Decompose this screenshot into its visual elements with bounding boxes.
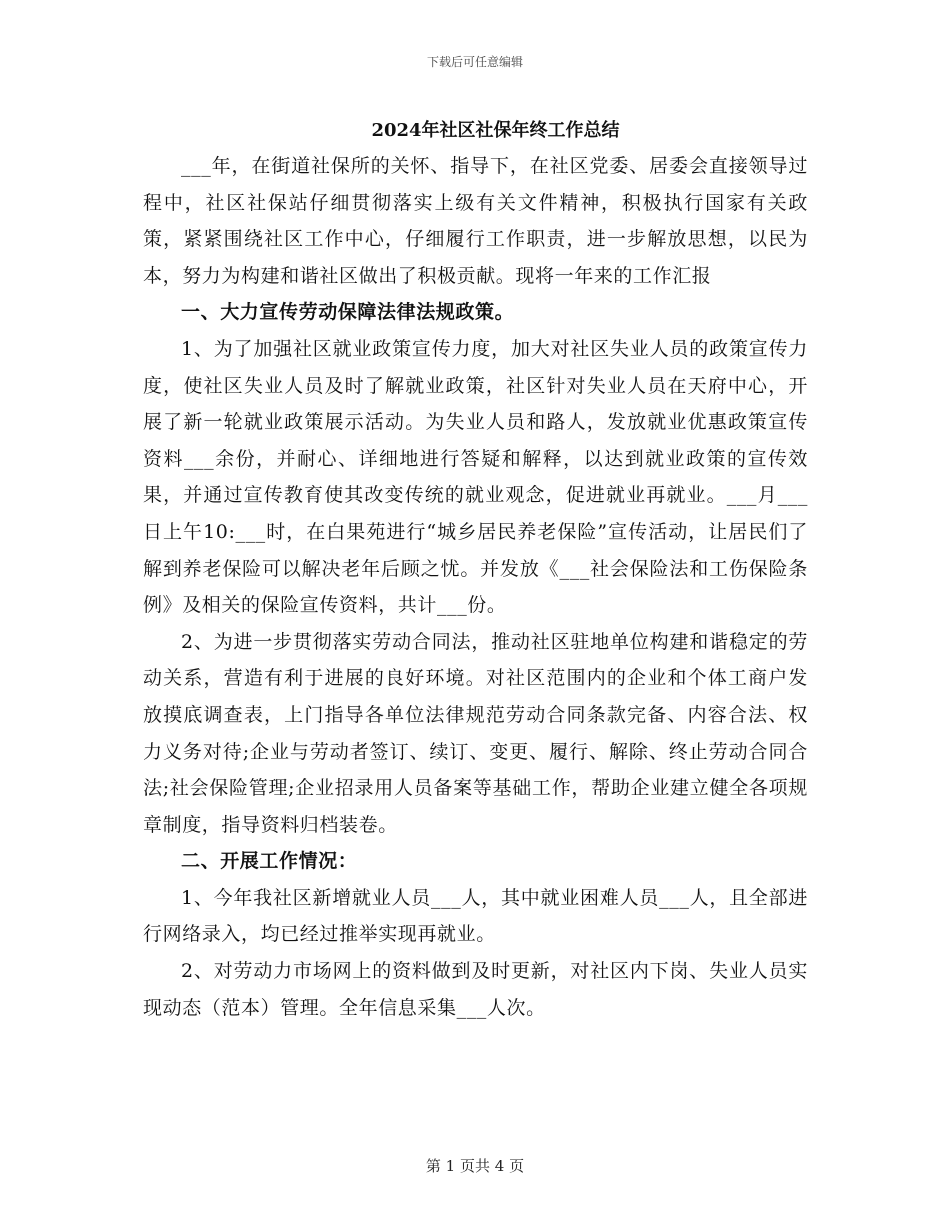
- section-1-paragraph-2: 2、为进一步贯彻落实劳动合同法，推动社区驻地单位构建和谐稳定的劳动关系，营造有利于进展的良好环境。对社区范围内的企业和个体工商户发放摸底调查表，上门指导各单位法律规范劳动合同条款完备、内容合法、权力义务对待;企业与劳动者签订、续订、变更、履行、解除、终止劳动合同合法;社会保险管理;企业招录用人员备案等基础工作，帮助企业建立健全各项规章制度，指导资料归档装卷。: [143, 630, 808, 836]
- intro-paragraph: ___年，在街道社保所的关怀、指导下，在社区党委、居委会直接领导过程中，社区社保站仔细贯彻落实上级有关文件精神，积极执行国家有关政策，紧紧围绕社区工作中心，仔细履行工作职责，进一步解放思想，以民为本，努力为构建和谐社区做出了积极贡献。现将一年来的工作汇报: [143, 155, 808, 287]
- section-2-heading: 二、开展工作情况：: [181, 850, 358, 873]
- section-2-paragraph-2: 2、对劳动力市场网上的资料做到及时更新，对社区内下岗、失业人员实现动态（范本）管理。全年信息采集___人次。: [143, 960, 808, 1019]
- document-title: 2024年社区社保年终工作总结: [371, 120, 620, 141]
- page-header-note: 下载后可任意编辑: [426, 55, 523, 69]
- section-1-paragraph-1: 1、为了加强社区就业政策宣传力度，加大对社区失业人员的政策宣传力度，使社区失业人员及时了解就业政策，社区针对失业人员在天府中心，开展了新一轮就业政策展示活动。为失业人员和路人，发放就业优惠政策宣传资料___余份，并耐心、详细地进行答疑和解释，以达到就业政策的宣传效果，并通过宣传教育使其改变传统的就业观念，促进就业再就业。___月___日上午10:___时，在白果苑进行“城乡居民养老保险”宣传活动，让居民们了解到养老保险可以解决老年后顾之忧。并发放《___社会保险法和工伤保险条例》及相关的保险宣传资料，共计___份。: [143, 337, 808, 617]
- section-2-paragraph-1: 1、今年我社区新增就业人员___人，其中就业困难人员___人，且全部进行网络录入，均已经过推举实现再就业。: [143, 886, 808, 946]
- page-number-footer: 第 1 页共 4 页: [425, 1157, 525, 1175]
- document-body: [143, 113, 808, 1026]
- section-1-heading: 一、大力宣传劳动保障法律法规政策。: [181, 301, 515, 324]
